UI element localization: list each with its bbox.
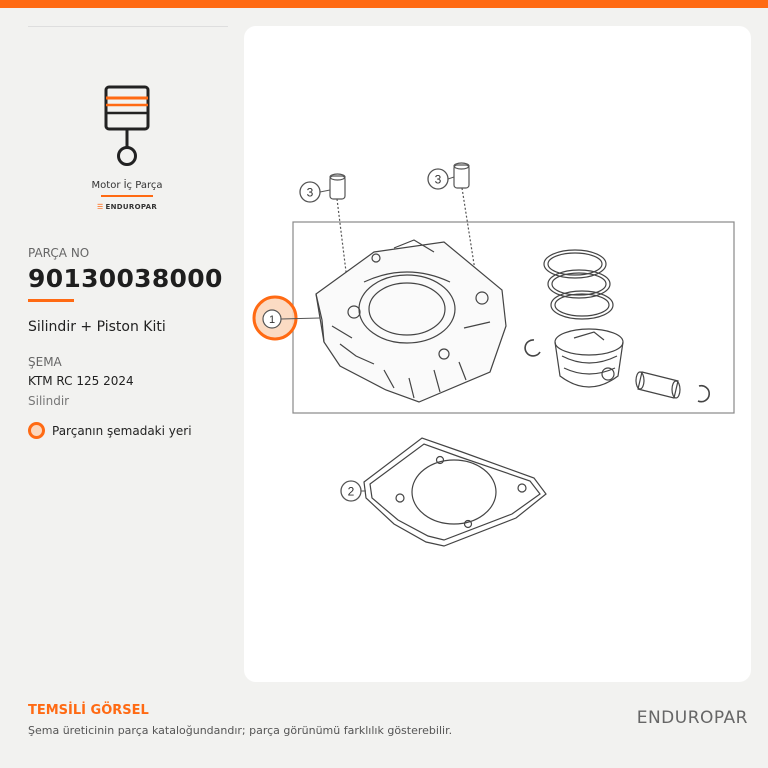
category-block	[28, 84, 226, 211]
brand-mark-icon: ☰	[96, 203, 104, 211]
legend-marker-icon	[28, 422, 45, 439]
callout-3-left	[300, 182, 330, 202]
schema-group: Silindir	[28, 394, 70, 408]
piston	[555, 329, 623, 387]
part-no-underline	[28, 299, 74, 302]
schema-model: KTM RC 125 2024	[28, 374, 134, 388]
footer-title: TEMSİLİ GÖRSEL	[28, 703, 149, 718]
legend-text: Parçanın şemadaki yeri	[52, 423, 192, 438]
callout-3-right-text: 3	[434, 172, 442, 187]
base-gasket	[364, 438, 546, 546]
diagram-panel	[244, 26, 751, 682]
parts-diagram	[244, 26, 751, 682]
category-label: Motor İç Parça	[91, 180, 163, 191]
brand-small	[28, 203, 226, 211]
part-name: Silindir + Piston Kiti	[28, 319, 166, 335]
circlip-left	[525, 340, 540, 356]
wrist-pin	[636, 372, 680, 398]
part-no-label: PARÇA NO	[28, 246, 90, 260]
footer-brand-logo: ENDUROPAR	[636, 708, 748, 728]
callout-3-left-text: 3	[306, 185, 314, 200]
piston-rings	[544, 250, 613, 319]
legend	[28, 422, 192, 439]
top-divider	[28, 26, 228, 27]
callout-3-right	[428, 169, 454, 189]
callout-2-text: 2	[347, 484, 355, 499]
callout-1-highlight	[254, 297, 320, 339]
callout-1-text: 1	[268, 314, 276, 326]
piston-icon	[103, 84, 151, 168]
schema-label: ŞEMA	[28, 355, 62, 369]
category-underline	[101, 195, 153, 197]
part-number: 90130038000	[28, 264, 223, 293]
callout-2	[341, 481, 366, 501]
top-accent-bar	[0, 0, 768, 8]
footer-note: Şema üreticinin parça kataloğundandır; parça görünümü farklılık gösterebilir.	[28, 724, 453, 737]
circlip-right	[698, 386, 709, 402]
brand-small-text: ENDUROPAR	[105, 203, 158, 211]
